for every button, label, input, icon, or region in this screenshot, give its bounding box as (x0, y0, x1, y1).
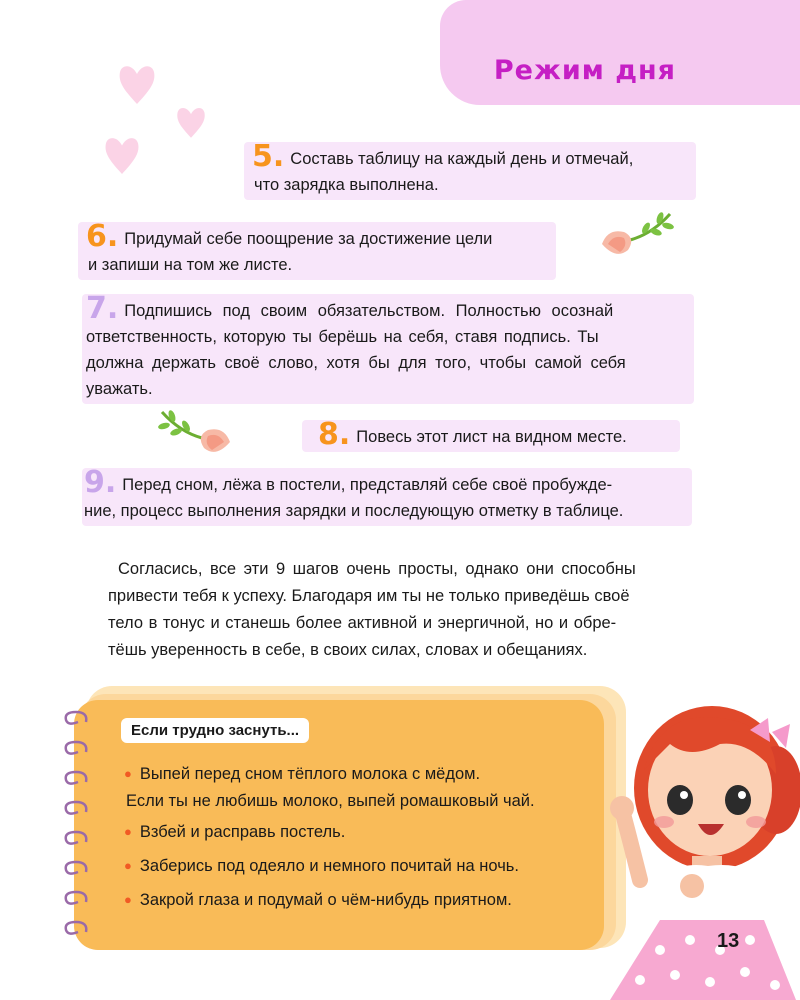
girl-illustration (600, 700, 800, 1000)
step-text-line: ние, процесс выполнения зарядки и последующую отметку в таблице. (84, 502, 624, 520)
step-text-line: должна держать своё слово, хотя бы для того, чтобы самой себя (86, 354, 626, 372)
step-text-line: Перед сном, лёжа в постели, представляй себе своё пробужде- (122, 476, 613, 494)
tip-item (124, 852, 519, 880)
tip-text: Взбей и расправь постель. (139, 823, 346, 841)
paragraph-line: тёшь уверенность в себе, в своих силах, словах и обещаниях. (108, 641, 588, 659)
flower-icon (154, 404, 238, 462)
tip-text: Закрой глаза и подумай о чём-нибудь приятном. (139, 891, 512, 909)
bullet-icon: ● (124, 858, 132, 873)
step-text-line: Подпишись под своим обязательством. Полностью осознай (124, 302, 614, 320)
spiral-ring-icon (58, 858, 92, 880)
tip-text: Выпей перед сном тёплого молока с мёдом. (139, 765, 481, 783)
flower-icon (594, 204, 678, 264)
spiral-ring-icon (58, 708, 92, 730)
spiral-ring-icon (58, 798, 92, 820)
step-text-line: Придумай себе поощрение за достижение цели (124, 230, 493, 248)
paragraph-line: привести тебя к успеху. Благодаря им ты не только приведёшь своё (108, 587, 630, 605)
step-9 (82, 465, 692, 526)
bullet-icon: ● (124, 766, 132, 781)
spiral-ring-icon (58, 888, 92, 910)
page-title: Режим дня (493, 55, 676, 86)
step-number: 7. (86, 291, 119, 326)
summary-paragraph (108, 556, 696, 664)
notebook-heading: Если трудно заснуть... (121, 718, 309, 743)
step-text-line: что зарядка выполнена. (254, 176, 439, 194)
step-number: 6. (86, 219, 119, 254)
step-number: 9. (84, 465, 117, 500)
step-text-line: ответственность, которую ты берёшь на себя, ставя подпись. Ты (86, 328, 599, 346)
spiral-ring-icon (58, 738, 92, 760)
paragraph-line: тело в тонус и станешь более активной и энергичной, но и обре- (108, 614, 617, 632)
page-number: 13 (717, 930, 740, 952)
step-8 (302, 417, 680, 452)
tip-item (124, 886, 512, 914)
step-number: 5. (252, 139, 285, 174)
spiral-ring-icon (58, 768, 92, 790)
step-number: 8. (318, 417, 351, 452)
step-5 (244, 139, 696, 200)
bullet-icon: ● (124, 824, 132, 839)
spiral-ring-icon (58, 918, 92, 940)
step-text-line: и запиши на том же листе. (88, 256, 293, 274)
tip-text: Заберись под одеяло и немного почитай на ночь. (139, 857, 519, 875)
step-text-line: Составь таблицу на каждый день и отмечай, (290, 150, 634, 168)
tip-text: Если ты не любишь молоко, выпей ромашковый чай. (126, 792, 535, 810)
heart-icon (176, 104, 206, 140)
paragraph-line: Согласись, все эти 9 шагов очень просты, однако они способны (118, 560, 636, 578)
step-6 (78, 219, 556, 280)
heart-icon (104, 130, 140, 180)
step-7 (82, 291, 694, 404)
tip-item (124, 760, 535, 815)
heart-icon (118, 62, 156, 106)
step-text-line: Повесь этот лист на видном месте. (356, 428, 627, 446)
step-text-line: уважать. (86, 380, 153, 398)
bullet-icon: ● (124, 892, 132, 907)
spiral-ring-icon (58, 828, 92, 850)
tip-item (124, 818, 345, 846)
header-banner (440, 0, 800, 105)
